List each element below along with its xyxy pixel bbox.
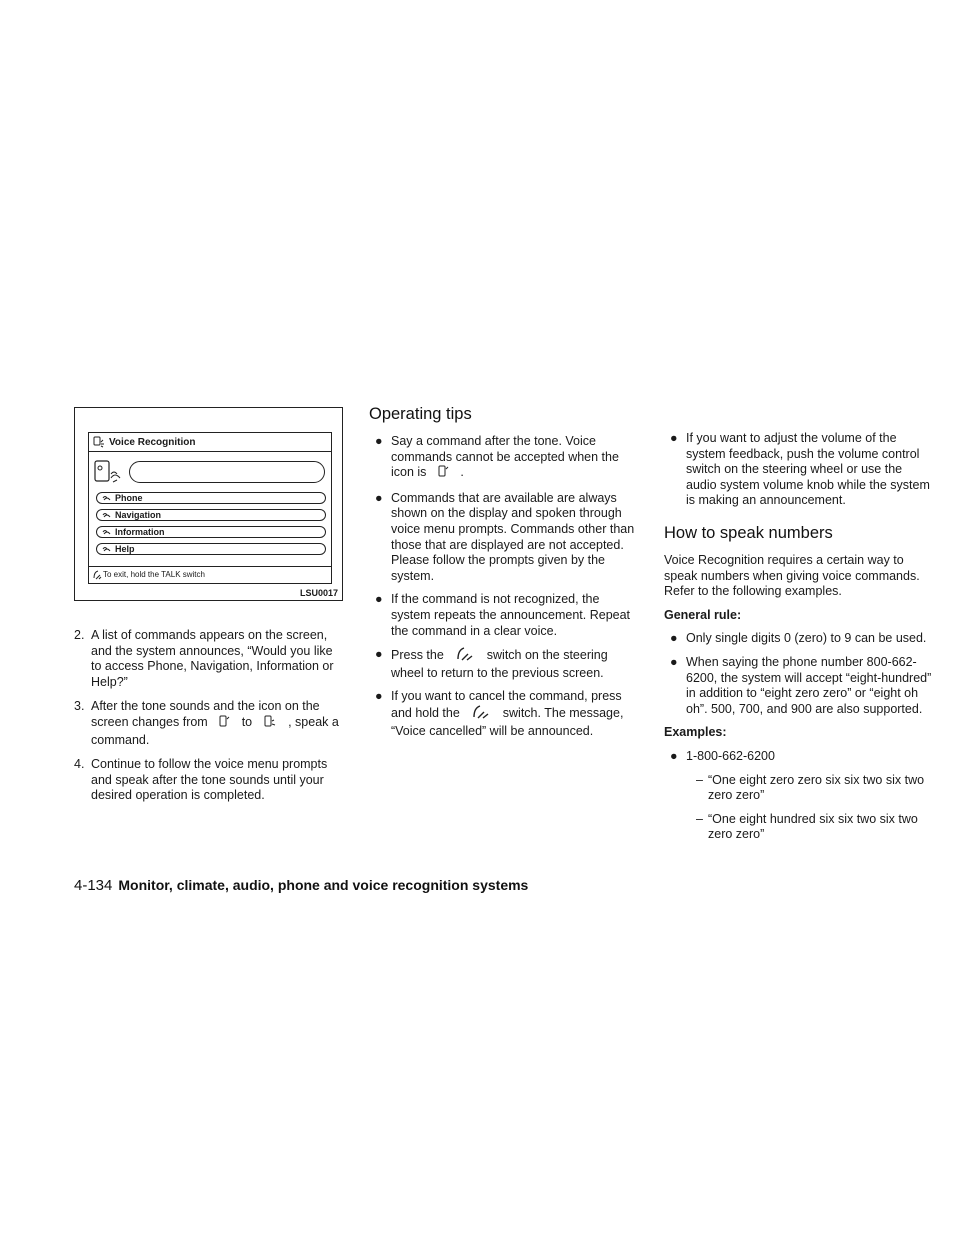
menu-item-label: Navigation — [115, 510, 162, 520]
step-text-middle: to — [241, 714, 253, 729]
voice-listening-icon — [264, 715, 277, 733]
general-rule-label: General rule: — [664, 607, 742, 622]
dash-marker: – — [696, 811, 703, 826]
microphone-icon — [102, 545, 111, 555]
chapter-title: Monitor, climate, audio, phone and voice recognition systems — [118, 877, 529, 893]
step-3 — [74, 699, 346, 748]
rule-item — [664, 631, 934, 647]
rule-text: Only single digits 0 (zero) to 9 can be used. — [686, 631, 927, 646]
screen-mockup — [88, 432, 332, 584]
step-4 — [74, 757, 346, 804]
menu-item-phone[interactable] — [96, 492, 326, 504]
bullet-icon: ● — [375, 592, 383, 607]
speak-numbers-intro: Voice Recognition requires a certain way to speak numbers when giving voice commands. Refer to the following examples. — [664, 552, 920, 599]
bullet-icon: ● — [375, 434, 383, 448]
tip-text: If you want to adjust the volume of the system feedback, push the volume control switch on the steering wheel or use the audio system volume knob while the system is making an announcement. — [686, 431, 930, 508]
voice-recognition-icon — [93, 436, 106, 455]
page-footer — [74, 877, 528, 894]
tip-item — [664, 431, 934, 509]
step-number: 2. — [74, 628, 85, 642]
dash-marker: – — [696, 772, 703, 787]
step-number: 3. — [74, 699, 85, 714]
example-number: 1-800-662-6200 — [686, 748, 775, 763]
microphone-icon — [102, 511, 111, 521]
voice-idle-icon — [219, 715, 230, 733]
screen-footer-hint: To exit, hold the TALK switch — [103, 570, 205, 579]
examples-list — [664, 749, 934, 765]
step-2 — [74, 628, 346, 690]
screen-title-bar — [89, 433, 331, 452]
tip-text: Commands that are available are always shown on the display and spoken through voice menu prompts. Commands other than those that are displayed are not accepted. Please follow the prompts given by the system. — [391, 490, 635, 583]
step-text: A list of commands appears on the screen, and the system announces, “Would you like to access Phone, Navigation, Information or Help?” — [91, 628, 334, 689]
screen-title: Voice Recognition — [109, 437, 196, 448]
voice-recognition-figure — [74, 407, 343, 601]
voice-prompt-icon — [94, 460, 124, 491]
talk-switch-icon — [92, 570, 102, 586]
bullet-icon: ● — [375, 647, 383, 662]
example-dash-text: “One eight zero zero six six two six two zero zero” — [708, 772, 925, 803]
figure-code: LSU0017 — [299, 588, 338, 598]
step-text-after: , speak a command. — [91, 714, 339, 747]
screen-footer — [89, 566, 331, 583]
operating-tips-heading: Operating tips — [369, 405, 472, 423]
example-dash-item — [664, 812, 934, 843]
tip-item — [369, 592, 639, 639]
tip-item — [369, 491, 639, 585]
bullet-icon: ● — [670, 654, 678, 669]
menu-item-navigation[interactable] — [96, 509, 326, 521]
rule-text: When saying the phone number 800-662-6200, the system will accept “eight-hundred” in addition to “eight zero zero” or “eight oh oh”. 500, 700, and 900 are also supported. — [686, 654, 932, 716]
bullet-icon: ● — [375, 689, 383, 704]
page-number: 4-134 — [74, 877, 113, 894]
tip-text-before: Say a command after the tone. Voice commands cannot be accepted when the icon is — [391, 434, 619, 480]
right-column — [664, 431, 934, 851]
tip-item — [369, 434, 639, 483]
recognition-input-bar — [129, 461, 325, 483]
step-text-before: After the tone sounds and the icon on the screen changes from — [91, 699, 320, 729]
tip-item — [369, 647, 639, 681]
microphone-icon — [102, 494, 111, 504]
example-dash-item — [664, 773, 934, 804]
tip-text-after: . — [460, 465, 464, 480]
tip-text: If the command is not recognized, the system repeats the announcement. Repeat the command in a clear voice. — [391, 592, 631, 638]
tip-text-after: switch. The message, “Voice cancelled” will be announced. — [391, 705, 624, 738]
operating-tips-section — [369, 404, 639, 747]
microphone-icon — [102, 528, 111, 538]
steps-list — [74, 628, 346, 813]
tip-item — [369, 689, 639, 739]
rule-item — [664, 655, 934, 717]
bullet-icon: ● — [670, 431, 678, 445]
operating-tips-list-continued — [664, 431, 934, 509]
menu-item-label: Help — [115, 544, 135, 554]
tip-text-before: If you want to cancel the command, press and hold the — [391, 689, 622, 720]
speak-numbers-heading: How to speak numbers — [664, 523, 833, 542]
bullet-icon: ● — [670, 748, 678, 763]
bullet-icon: ● — [670, 631, 678, 646]
step-text: Continue to follow the voice menu prompts and speak after the tone sounds until your desired operation is completed. — [91, 757, 328, 803]
general-rule-list — [664, 631, 934, 717]
menu-item-help[interactable] — [96, 543, 326, 555]
talk-switch-icon — [471, 705, 491, 724]
voice-idle-icon — [438, 465, 449, 483]
menu-item-label: Information — [115, 527, 165, 537]
operating-tips-list — [369, 434, 639, 739]
bullet-icon: ● — [375, 490, 383, 505]
talk-switch-icon — [455, 647, 475, 666]
examples-label: Examples: — [664, 725, 727, 740]
tip-text-before: Press the — [391, 648, 444, 663]
step-number: 4. — [74, 757, 85, 772]
menu-item-information[interactable] — [96, 526, 326, 538]
example-item — [664, 749, 934, 765]
tip-text-after: switch on the steering wheel to return to the previous screen. — [391, 648, 608, 680]
example-dash-text: “One eight hundred six six two six two zero zero” — [708, 811, 918, 842]
menu-item-label: Phone — [115, 493, 143, 503]
